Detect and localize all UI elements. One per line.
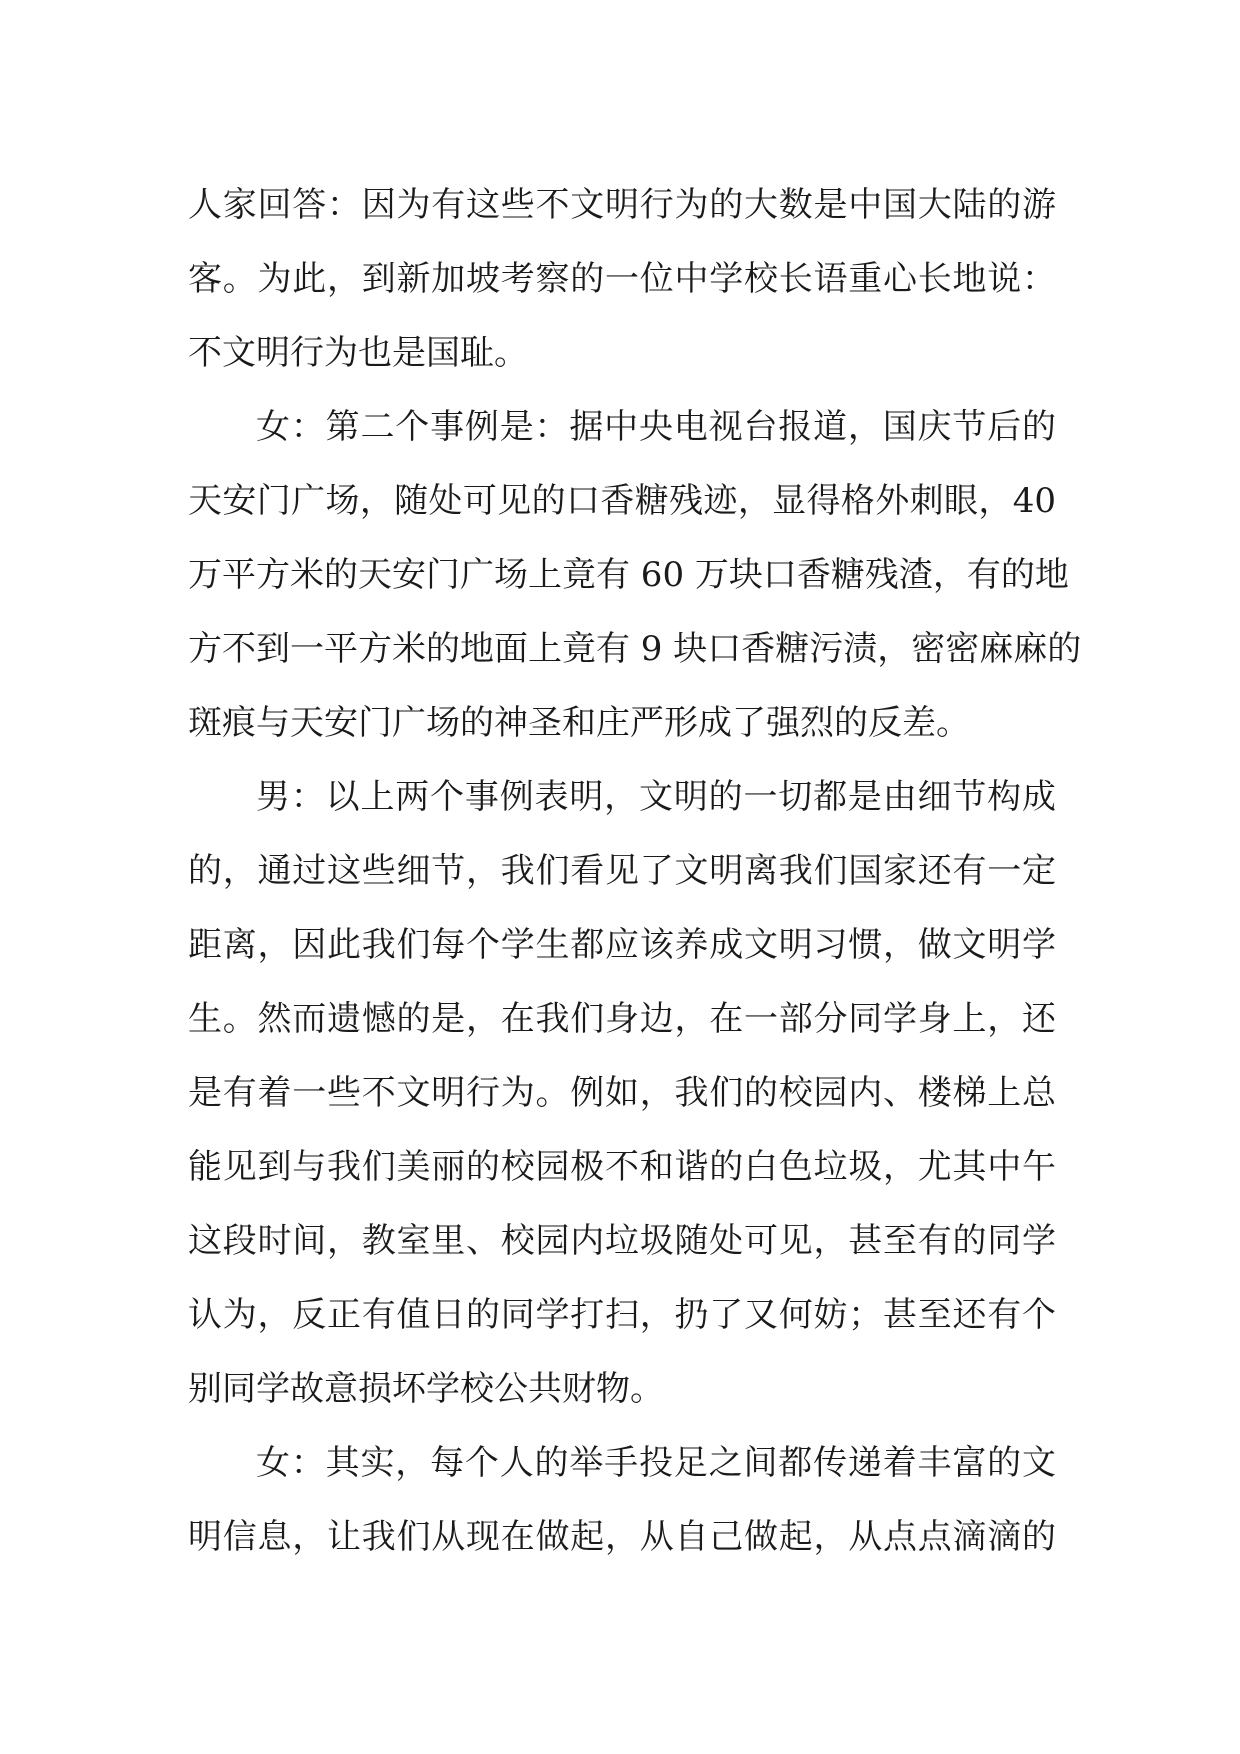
text-line: 斑痕与天安门广场的神圣和庄严形成了强烈的反差。: [188, 703, 970, 743]
document-body: [188, 168, 1082, 1574]
text-line: 认为，反正有值日的同学打扫，扔了又何妨；甚至还有个: [188, 1295, 1056, 1335]
text-line: 能见到与我们美丽的校园极不和谐的白色垃圾，尤其中午: [188, 1147, 1056, 1187]
text-line: 是有着一些不文明行为。例如，我们的校园内、楼梯上总: [188, 1073, 1056, 1113]
text-line: 不文明行为也是国耻。: [188, 333, 528, 373]
text-line: 的，通过这些细节，我们看见了文明离我们国家还有一定: [188, 851, 1056, 891]
text-line: 人家回答：因为有这些不文明行为的大数是中国大陆的游: [188, 185, 1056, 225]
text-line: 男：以上两个事例表明，文明的一切都是由细节构成: [256, 777, 1056, 817]
text-line: 别同学故意损坏学校公共财物。: [188, 1369, 664, 1409]
text-line: 距离，因此我们每个学生都应该养成文明习惯，做文明学: [188, 925, 1056, 965]
text-line: 女：第二个事例是：据中央电视台报道，国庆节后的: [256, 407, 1056, 447]
text-line: 明信息，让我们从现在做起，从自己做起，从点点滴滴的: [188, 1517, 1056, 1557]
text-line: 天安门广场，随处可见的口香糖残迹，显得格外刺眼，40: [188, 481, 1056, 521]
text-line: 客。为此，到新加坡考察的一位中学校长语重心长地说：: [188, 259, 1056, 299]
text-line: 女：其实，每个人的举手投足之间都传递着丰富的文: [256, 1443, 1056, 1483]
text-line: 生。然而遗憾的是，在我们身边，在一部分同学身上，还: [188, 999, 1056, 1039]
text-line: 万平方米的天安门广场上竟有 60 万块口香糖残渣，有的地: [188, 555, 1069, 595]
text-line: 这段时间，教室里、校园内垃圾随处可见，甚至有的同学: [188, 1221, 1056, 1261]
text-line: 方不到一平方米的地面上竟有 9 块口香糖污渍，密密麻麻的: [188, 629, 1082, 669]
